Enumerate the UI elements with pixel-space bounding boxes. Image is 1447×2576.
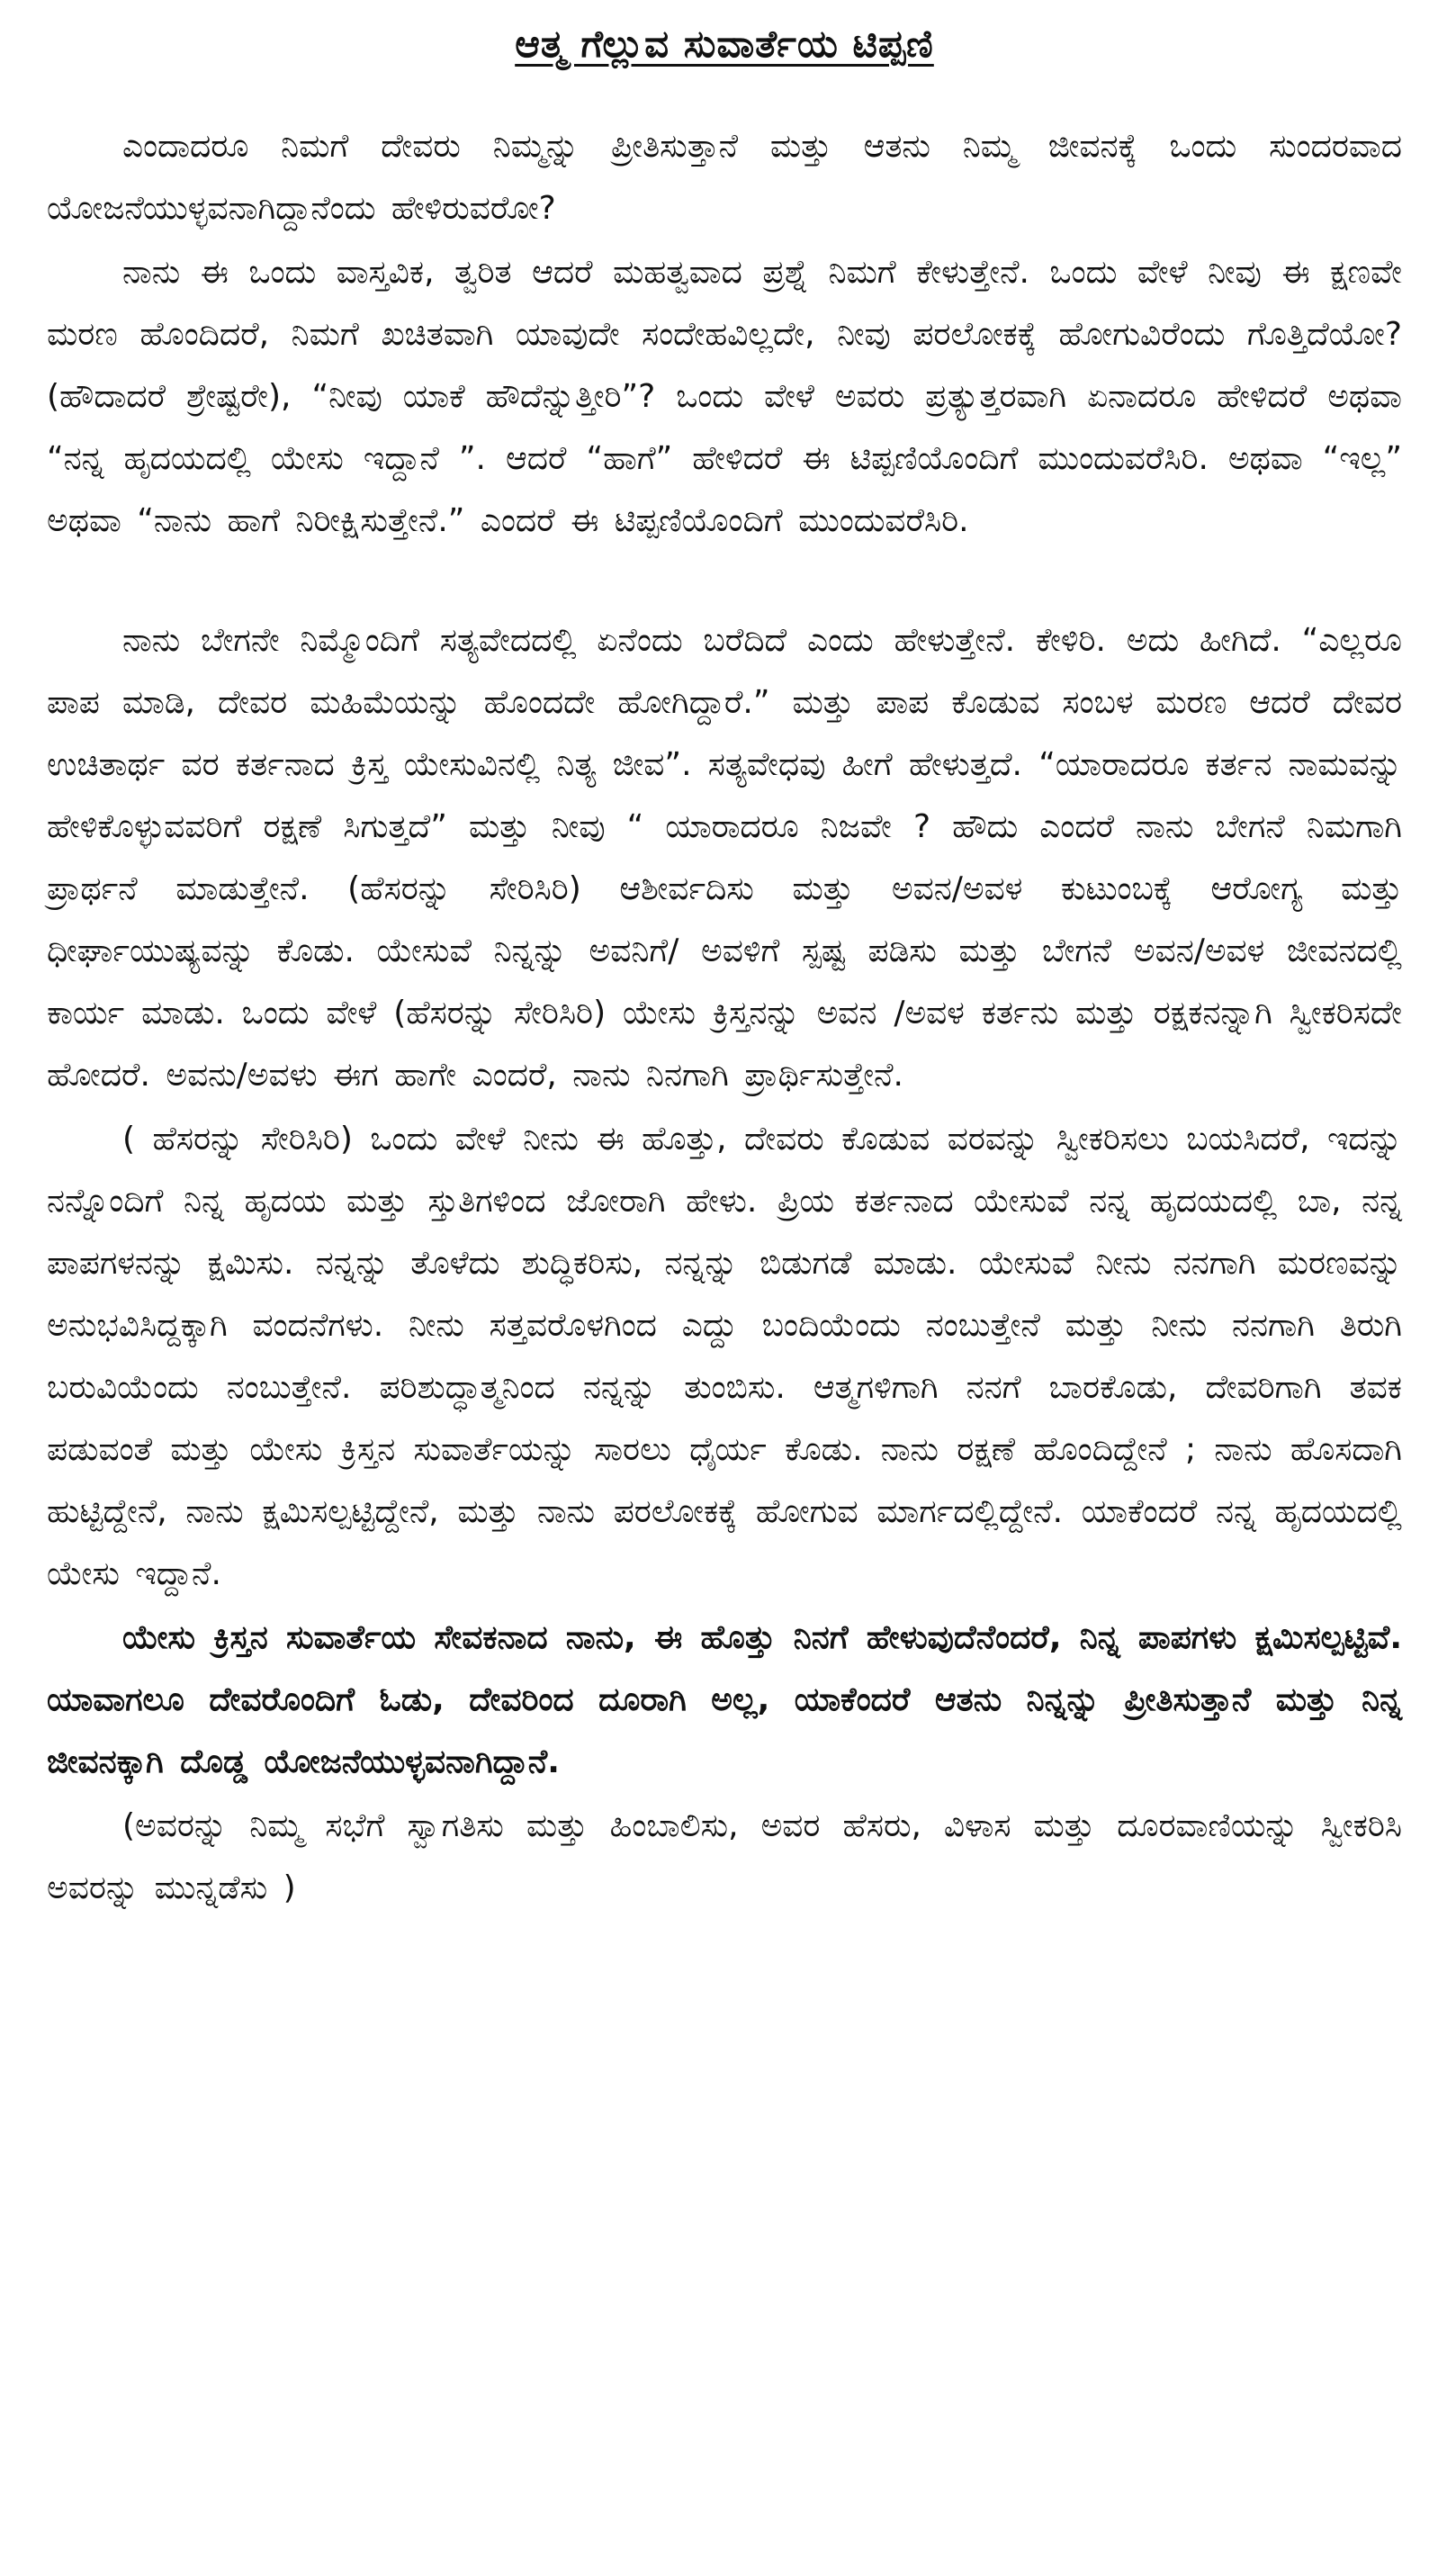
question-paragraph: ನಾನು ಈ ಒಂದು ವಾಸ್ತವಿಕ, ತ್ವರಿತ ಆದರೆ ಮಹತ್ವವಾದ ಪ್ರಶ್ನೆ ನಿಮಗೆ ಕೇಳುತ್ತೇನೆ. ಒಂದು ವೇಳೆ ನೀವು ಈ ಕ್ಷಣವೇ ಮರಣ ಹೊಂದಿದರೆ, ನಿಮಗೆ ಖಚಿತವಾಗಿ ಯಾವುದೇ ಸಂದೇಹವಿಲ್ಲದೇ, ನೀವು ಪರಲೋಕಕ್ಕೆ ಹೋಗುವಿರೆಂದು ಗೊತ್ತಿದೆಯೋ? (ಹೌದಾದರೆ ಶ್ರೇಷ್ಟರೇ), “ನೀವು ಯಾಕೆ ಹೌದೆನ್ನುತ್ತೀರಿ”? ಒಂದು ವೇಳೆ ಅವರು ಪ್ರತ್ಯುತ್ತರವಾಗಿ ಏನಾದರೂ ಹೇಳಿದರೆ ಅಥವಾ “ನನ್ನ ಹೃದಯದಲ್ಲಿ ಯೇಸು ಇದ್ದಾನೆ ”. ಆದರೆ “ಹಾಗೆ” ಹೇಳಿದರೆ ಈ ಟಿಪ್ಪಣಿಯೊಂದಿಗೆ ಮುಂದುವರೆಸಿರಿ. ಅಥವಾ “ಇಲ್ಲ” ಅಥವಾ “ನಾನು ಹಾಗೆ ನಿರೀಕ್ಷಿಸುತ್ತೇನೆ.” ಎಂದರೆ ಈ ಟಿಪ್ಪಣಿಯೊಂದಿಗೆ ಮುಂದುವರೆಸಿರಿ. (47, 254, 1402, 539)
assurance-paragraph: ಯೇಸು ಕ್ರಿಸ್ತನ ಸುವಾರ್ತೆಯ ಸೇವಕನಾದ ನಾನು, ಈ ಹೊತ್ತು ನಿನಗೆ ಹೇಳುವುದೆನೆಂದರೆ, ನಿನ್ನ ಪಾಪಗಳು ಕ್ಷಮಿಸಲ್ಪಟ್ಟಿವೆ. ಯಾವಾಗಲೂ ದೇವರೊಂದಿಗೆ ಓಡು, ದೇವರಿಂದ ದೂರಾಗಿ ಅಲ್ಲ, ಯಾಕೆಂದರೆ ಆತನು ನಿನ್ನನ್ನು ಪ್ರೀತಿಸುತ್ತಾನೆ ಮತ್ತು ನಿನ್ನ ಜೀವನಕ್ಕಾಗಿ ದೊಡ್ಡ ಯೋಜನೆಯುಳ್ಳವನಾಗಿದ್ದಾನೆ. (47, 1619, 1402, 1780)
intro-paragraph: ಎಂದಾದರೂ ನಿಮಗೆ ದೇವರು ನಿಮ್ಮನ್ನು ಪ್ರೀತಿಸುತ್ತಾನೆ ಮತ್ತು ಆತನು ನಿಮ್ಮ ಜೀವನಕ್ಕೆ ಒಂದು ಸುಂದರವಾದ ಯೋಜನೆಯುಳ್ಳವನಾಗಿದ್ದಾನೆಂದು ಹೇಳಿರುವರೋ? (47, 128, 1402, 227)
prayer-paragraph: ( ಹೆಸರನ್ನು ಸೇರಿಸಿರಿ) ಒಂದು ವೇಳೆ ನೀನು ಈ ಹೊತ್ತು, ದೇವರು ಕೊಡುವ ವರವನ್ನು ಸ್ವೀಕರಿಸಲು ಬಯಸಿದರೆ, ಇದನ್ನು ನನ್ನೊಂದಿಗೆ ನಿನ್ನ ಹೃದಯ ಮತ್ತು ಸ್ತುತಿಗಳಿಂದ ಜೋರಾಗಿ ಹೇಳು. ಪ್ರಿಯ ಕರ್ತನಾದ ಯೇಸುವೆ ನನ್ನ ಹೃದಯದಲ್ಲಿ ಬಾ, ನನ್ನ ಪಾಪಗಳನನ್ನು ಕ್ಷಮಿಸು. ನನ್ನನ್ನು ತೊಳೆದು ಶುದ್ಧಿಕರಿಸು, ನನ್ನನ್ನು ಬಿಡುಗಡೆ ಮಾಡು. ಯೇಸುವೆ ನೀನು ನನಗಾಗಿ ಮರಣವನ್ನು ಅನುಭವಿಸಿದ್ದಕ್ಕಾಗಿ ವಂದನೆಗಳು. ನೀನು ಸತ್ತವರೊಳಗಿಂದ ಎದ್ದು ಬಂದಿಯೆಂದು ನಂಬುತ್ತೇನೆ ಮತ್ತು ನೀನು ನನಗಾಗಿ ತಿರುಗಿ ಬರುವಿಯೆಂದು ನಂಬುತ್ತೇನೆ. ಪರಿಶುದ್ಧಾತ್ಮನಿಂದ ನನ್ನನ್ನು ತುಂಬಿಸು. ಆತ್ಮಗಳಿಗಾಗಿ ನನಗೆ ಬಾರಕೊಡು, ದೇವರಿಗಾಗಿ ತವಕ ಪಡುವಂತೆ ಮತ್ತು ಯೇಸು ಕ್ರಿಸ್ತನ ಸುವಾರ್ತೆಯನ್ನು ಸಾರಲು ಧೈರ್ಯ ಕೊಡು. ನಾನು ರಕ್ಷಣೆ ಹೊಂದಿದ್ದೇನೆ ; ನಾನು ಹೊಸದಾಗಿ ಹುಟ್ಟಿದ್ದೇನೆ, ನಾನು ಕ್ಷಮಿಸಲ್ಪಟ್ಟಿದ್ದೇನೆ, ಮತ್ತು ನಾನು ಪರಲೋಕಕ್ಕೆ ಹೋಗುವ ಮಾರ್ಗದಲ್ಲಿದ್ದೇನೆ. ಯಾಕೆಂದರೆ ನನ್ನ ಹೃದಯದಲ್ಲಿ ಯೇಸು ಇದ್ದಾನೆ. (47, 1121, 1402, 1592)
section-spacer (47, 552, 1402, 609)
document-title: ಆತ್ಮ ಗೆಲ್ಲುವ ಸುವಾರ್ತೆಯ ಟಿಪ್ಪಣಿ (515, 22, 934, 66)
followup-paragraph: (ಅವರನ್ನು ನಿಮ್ಮ ಸಭೆಗೆ ಸ್ವಾಗತಿಸು ಮತ್ತು ಹಿಂಬಾಲಿಸು, ಅವರ ಹೆಸರು, ವಿಳಾಸ ಮತ್ತು ದೂರವಾಣಿಯನ್ನು ಸ್ವೀಕರಿಸಿ ಅವರನ್ನು ಮುನ್ನಡೆಸು ) (47, 1807, 1402, 1906)
scripture-paragraph: ನಾನು ಬೇಗನೇ ನಿಮ್ಮೊಂದಿಗೆ ಸತ್ಯವೇದದಲ್ಲಿ ಏನೆಂದು ಬರೆದಿದೆ ಎಂದು ಹೇಳುತ್ತೇನೆ. ಕೇಳಿರಿ. ಅದು ಹೀಗಿದೆ. “ಎಲ್ಲರೂ ಪಾಪ ಮಾಡಿ, ದೇವರ ಮಹಿಮೆಯನ್ನು ಹೊಂದದೇ ಹೋಗಿದ್ದಾರೆ.” ಮತ್ತು ಪಾಪ ಕೊಡುವ ಸಂಬಳ ಮರಣ ಆದರೆ ದೇವರ ಉಚಿತಾರ್ಥ ವರ ಕರ್ತನಾದ ಕ್ರಿಸ್ತ ಯೇಸುವಿನಲ್ಲಿ ನಿತ್ಯ ಜೀವ”. ಸತ್ಯವೇಧವು ಹೀಗೆ ಹೇಳುತ್ತದೆ. “ಯಾರಾದರೂ ಕರ್ತನ ನಾಮವನ್ನು ಹೇಳಿಕೊಳ್ಳುವವರಿಗೆ ರಕ್ಷಣೆ ಸಿಗುತ್ತದೆ” ಮತ್ತು ನೀವು “ ಯಾರಾದರೂ ನಿಜವೇ ? ಹೌದು ಎಂದರೆ ನಾನು ಬೇಗನೆ ನಿಮಗಾಗಿ ಪ್ರಾರ್ಥನೆ ಮಾಡುತ್ತೇನೆ. (ಹೆಸರನ್ನು ಸೇರಿಸಿರಿ) ಆಶೀರ್ವದಿಸು ಮತ್ತು ಅವನ/ಅವಳ ಕುಟುಂಬಕ್ಕೆ ಆರೋಗ್ಯ ಮತ್ತು ಧೀರ್ಘಾಯುಷ್ಯವನ್ನು ಕೊಡು. ಯೇಸುವೆ ನಿನ್ನನ್ನು ಅವನಿಗೆ/ ಅವಳಿಗೆ ಸ್ಪಷ್ಟ ಪಡಿಸು ಮತ್ತು ಬೇಗನೆ ಅವನ/ಅವಳ ಜೀವನದಲ್ಲಿ ಕಾರ್ಯ ಮಾಡು. ಒಂದು ವೇಳೆ (ಹೆಸರನ್ನು ಸೇರಿಸಿರಿ) ಯೇಸು ಕ್ರಿಸ್ತನನ್ನು ಅವನ /ಅವಳ ಕರ್ತನು ಮತ್ತು ರಕ್ಷಕನನ್ನಾಗಿ ಸ್ವೀಕರಿಸದೇ ಹೋದರೆ. ಅವನು/ಅವಳು ಈಗ ಹಾಗೇ ಎಂದರೆ, ನಾನು ನಿನಗಾಗಿ ಪ್ರಾರ್ಥಿಸುತ್ತೇನೆ. (47, 622, 1403, 1094)
